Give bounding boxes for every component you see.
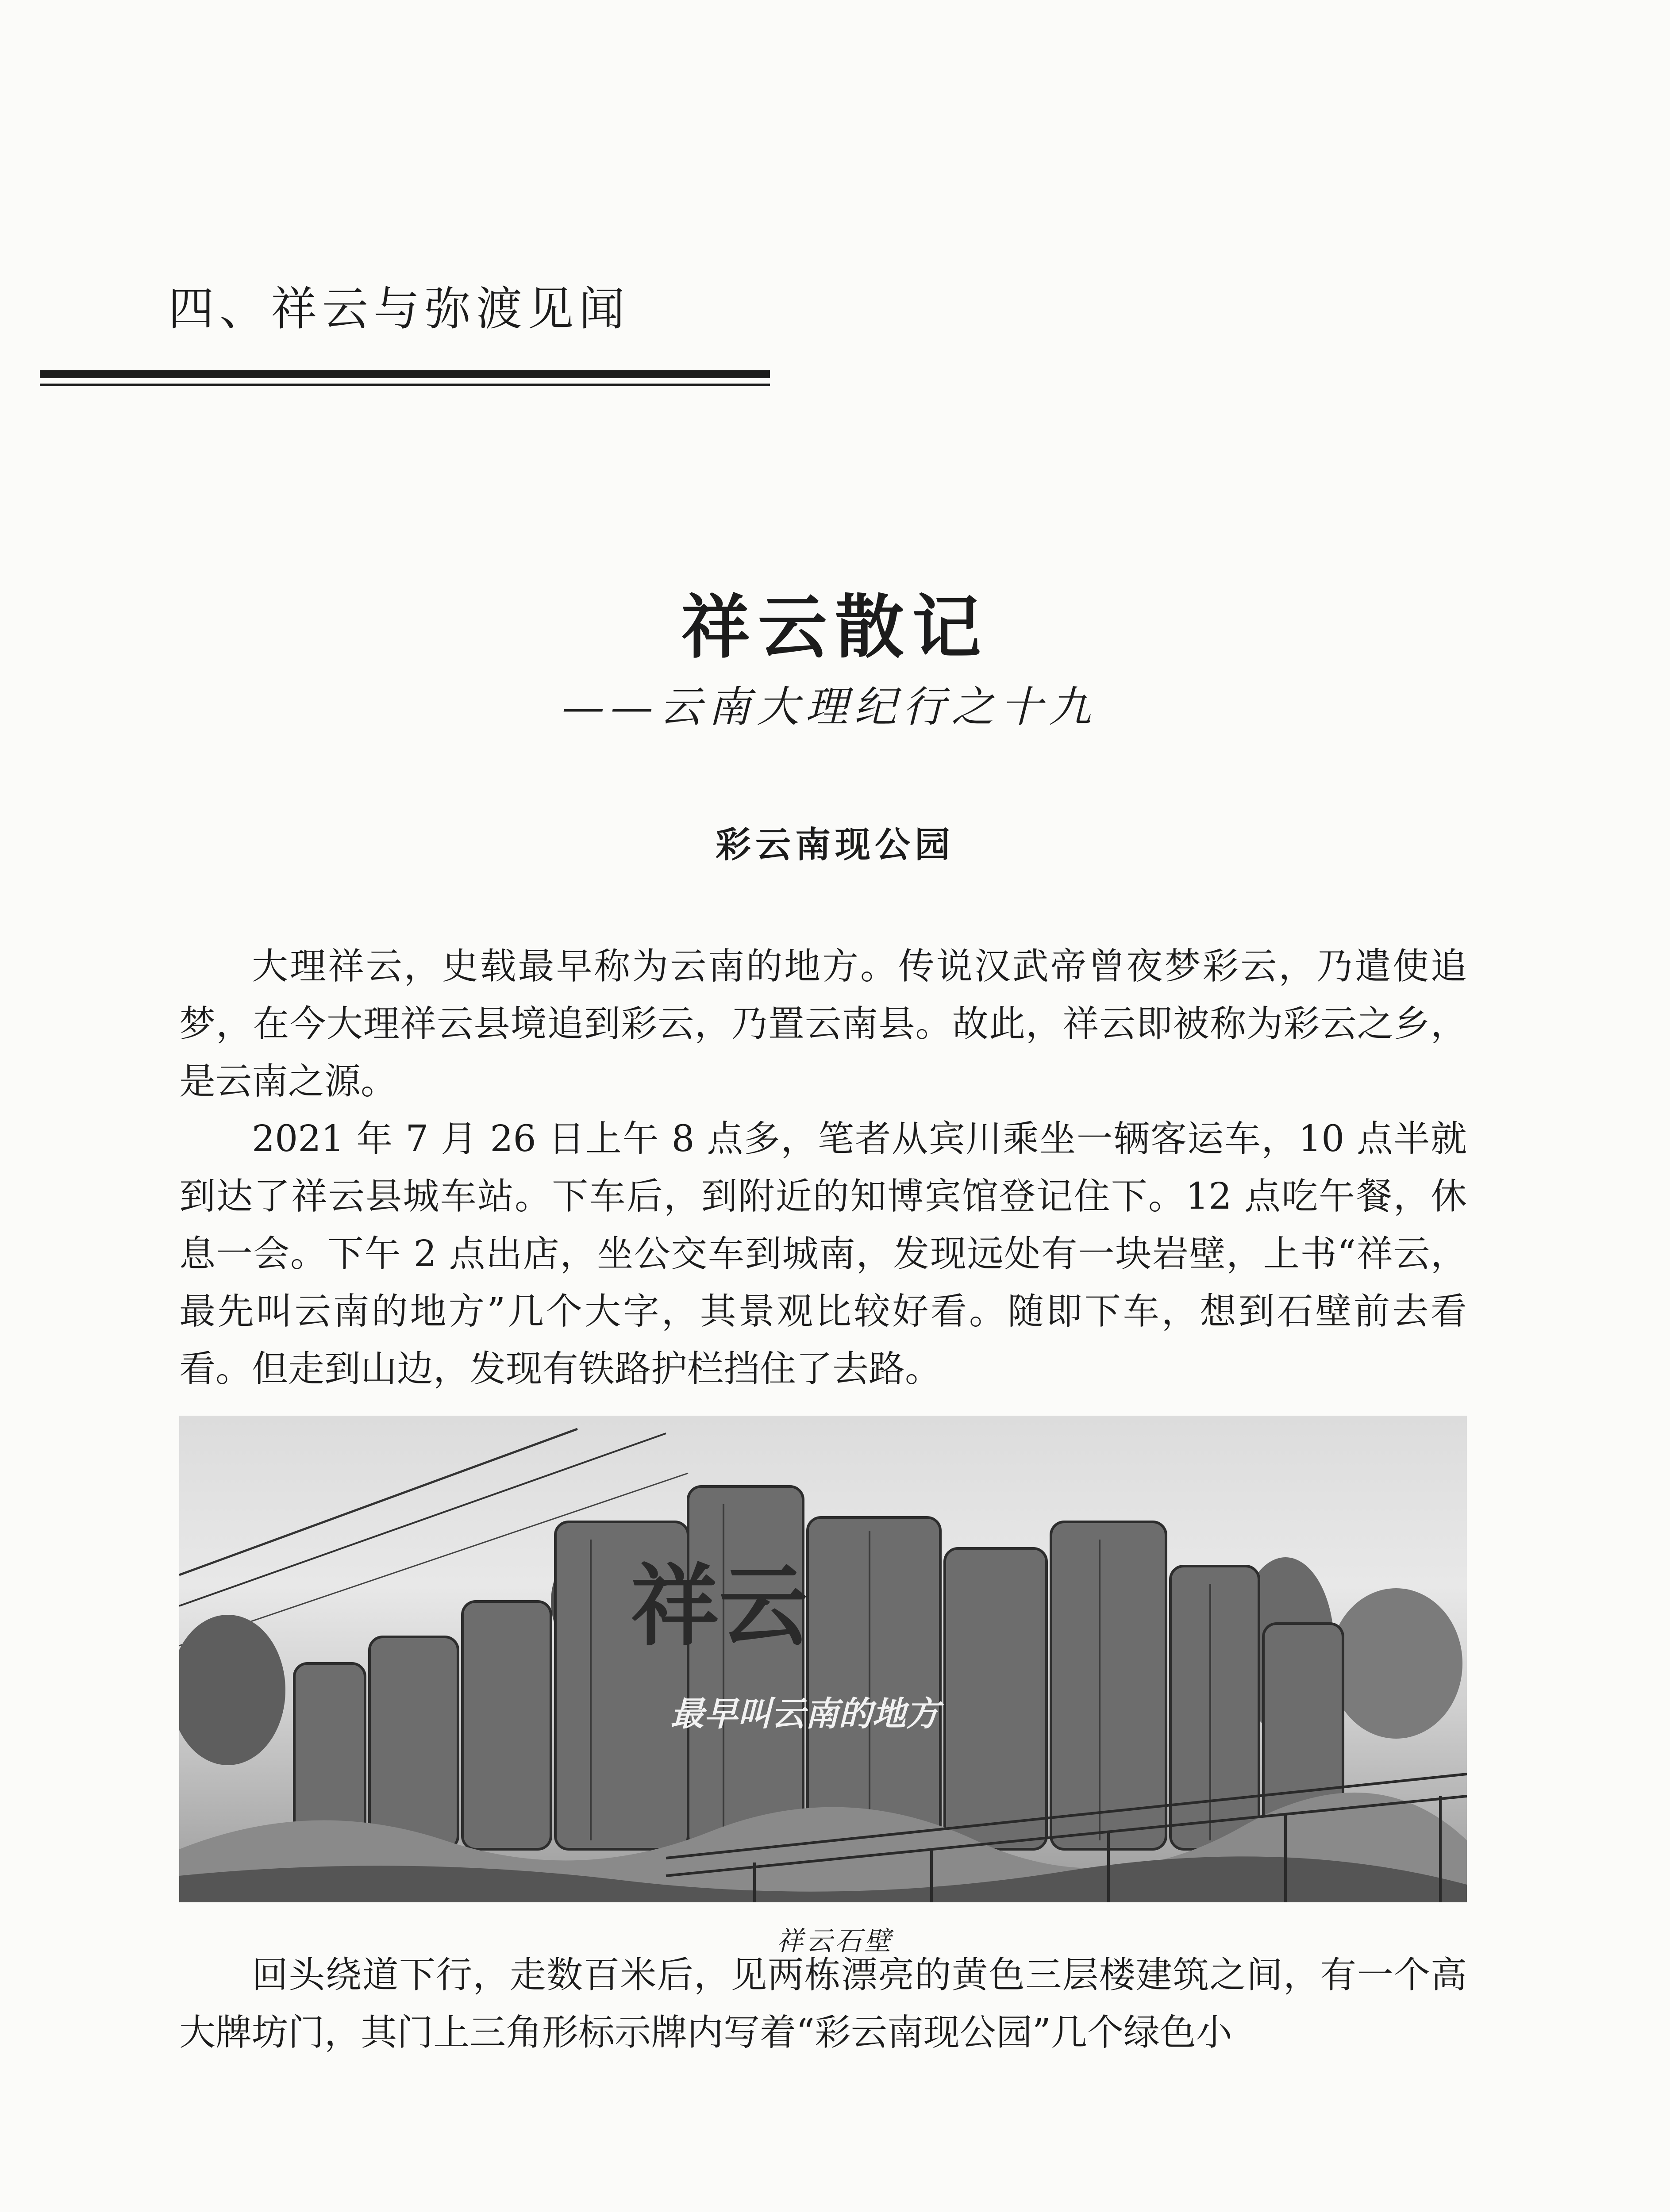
paragraph: 2021 年 7 月 26 日上午 8 点多，笔者从宾川乘坐一辆客运车，10 点半就到达了祥云县城车站。下车后，到附近的知博宾馆登记住下。12 点吃午餐，休息一会。下午 2 点出店，坐公交车到城南，发现远处有一块岩壁，上书“祥云，最先叫云南的地方”几个大字，其景观比较好看。随即下车，想到石壁前去看看。但走到山边，发现有铁路护栏挡住了去路。 — [179, 1118, 1467, 1390]
section-rule-thin — [40, 384, 770, 386]
power-line — [179, 1429, 577, 1575]
body-text — [179, 938, 1467, 1398]
section-title: 四、祥云与弥渡见闻 — [168, 282, 631, 336]
body-text-continued — [179, 1947, 1467, 2062]
article-subtitle: ——云南大理纪行之十九 — [562, 682, 1097, 732]
rock-wall-photo — [179, 1416, 1467, 1902]
section-header — [40, 248, 770, 386]
tree — [1330, 1588, 1462, 1739]
article-title: 祥云散记 — [681, 587, 989, 668]
paragraph: 大理祥云，史载最早称为云南的地方。传说汉武帝曾夜梦彩云，乃遣使追梦，在今大理祥云县境追到彩云，乃置云南县。故此，祥云即被称为彩云之乡，是云南之源。 — [179, 945, 1467, 1102]
section-rule-thick — [40, 370, 770, 378]
rock-formation — [294, 1486, 1343, 1849]
paragraph: 回头绕道下行，走数百米后，见两栋漂亮的黄色三层楼建筑之间，有一个高大牌坊门，其门上三角形标示牌内写着“彩云南现公园”几个绿色小 — [179, 1954, 1467, 2054]
rock-small-text: 最早叫云南的地方 — [670, 1694, 939, 1733]
subheading: 彩云南现公园 — [716, 824, 954, 865]
photo-caption: 祥云石壁 — [777, 1926, 893, 1957]
tree — [179, 1615, 285, 1765]
rock-wall-illustration — [179, 1416, 1467, 1902]
rock-big-text: 祥云 — [631, 1554, 808, 1658]
